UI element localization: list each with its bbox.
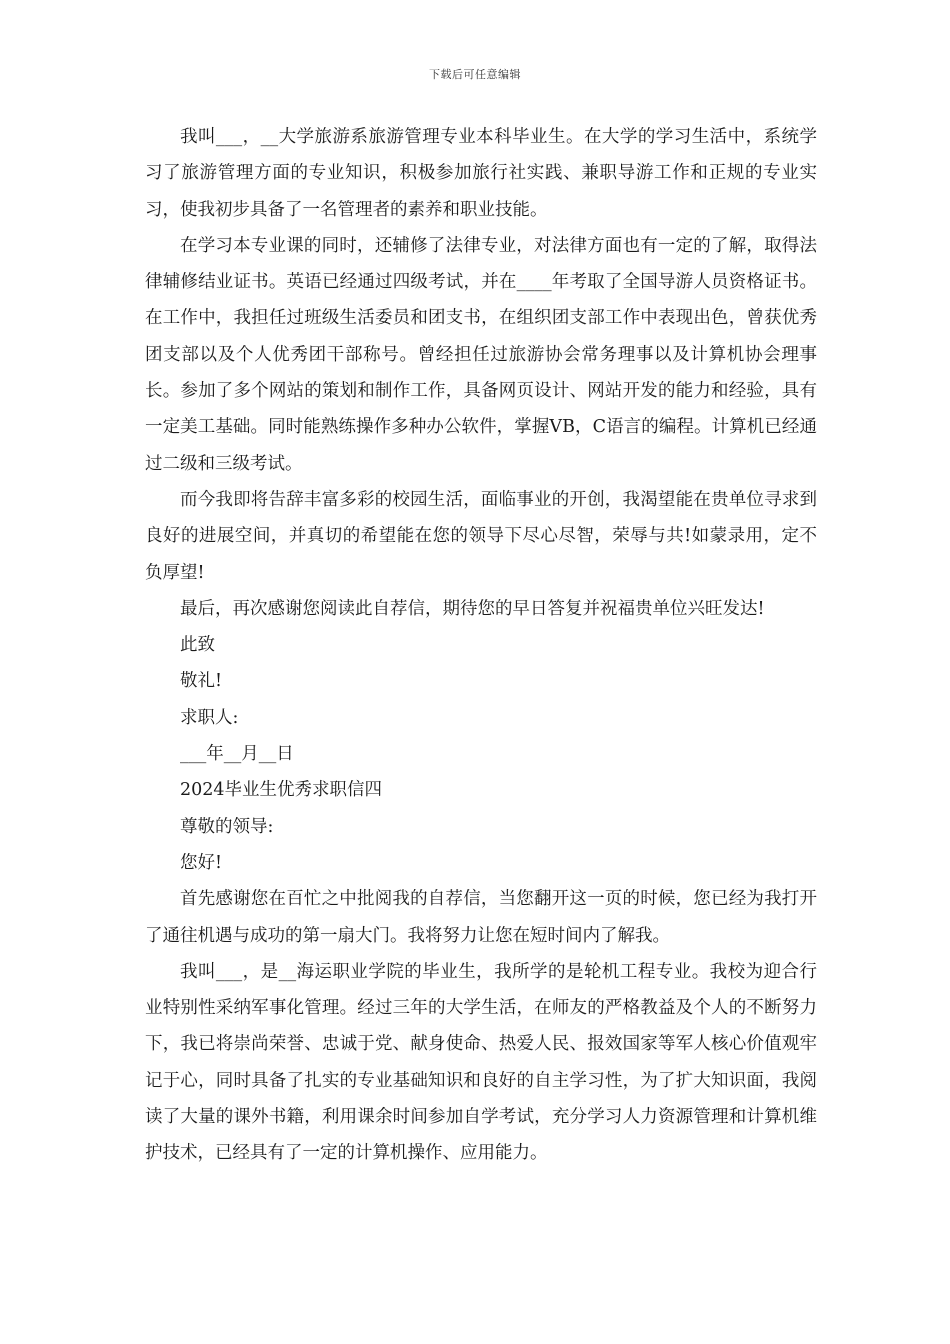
paragraph-qualifications: 在学习本专业课的同时，还辅修了法律专业，对法律方面也有一定的了解，取得法律辅修结业证书。英语已经通过四级考试，并在____年考取了全国导游人员资格证书。在工作中，我担任过班级生活委员和团支书，在组织团支部工作中表现出色，曾获优秀团支部以及个人优秀团干部称号。曾经担任过旅游协会常务理事以及计算机协会理事长。参加了多个网站的策划和制作工作，具备网页设计、网站开发的能力和经验，具有一定美工基础。同时能熟练操作多种办公软件，掌握VB，C语言的编程。计算机已经通过二级和三级考试。 — [145, 235, 817, 474]
paragraph-background: 我叫___，是__海运职业学院的毕业生，我所学的是轮机工程专业。我校为迎合行业特别性采纳军事化管理。经过三年的大学生活，在师友的严格教益及个人的不断努力下，我已将崇尚荣誉、忠诚于党、献身使命、热爱人民、报效国家等军人核心价值观牢记于心，同时具备了扎实的专业基础知识和良好的自主学习性，为了扩大知识面，我阅读了大量的课外书籍，利用课余时间参加自学考试，充分学习人力资源管理和计算机维护技术，已经具有了一定的计算机操作、应用能力。 — [145, 961, 817, 1164]
paragraph-thanks: 最后，再次感谢您阅读此自荐信，期待您的早日答复并祝福贵单位兴旺发达! — [180, 598, 765, 619]
greeting-line: 您好! — [180, 852, 223, 873]
date-line: ___年__月__日 — [180, 744, 294, 765]
paragraph-introduction: 我叫___，__大学旅游系旅游管理专业本科毕业生。在大学的学习生活中，系统学习了旅游管理方面的专业知识，积极参加旅行社实践、兼职导游工作和正规的专业实习，使我初步具备了一名管理者的素养和职业技能。 — [145, 127, 817, 220]
document-body — [145, 119, 817, 1172]
closing-line-2: 敬礼! — [180, 671, 223, 692]
paragraph-aspiration: 而今我即将告辞丰富多彩的校园生活，面临事业的开创，我渴望能在贵单位寻求到良好的进展空间，并真切的希望能在您的领导下尽心尽智，荣辱与共!如蒙录用，定不负厚望! — [145, 489, 817, 583]
closing-line-1: 此致 — [180, 635, 215, 656]
salutation-line: 尊敬的领导: — [180, 816, 274, 837]
section-title: 2024毕业生优秀求职信四 — [180, 780, 383, 801]
header-note: 下载后可任意编辑 — [429, 68, 521, 81]
signature-line: 求职人: — [180, 707, 239, 728]
paragraph-opening: 首先感谢您在百忙之中批阅我的自荐信，当您翻开这一页的时候，您已经为我打开了通往机遇与成功的第一扇大门。我将努力让您在短时间内了解我。 — [145, 889, 817, 946]
